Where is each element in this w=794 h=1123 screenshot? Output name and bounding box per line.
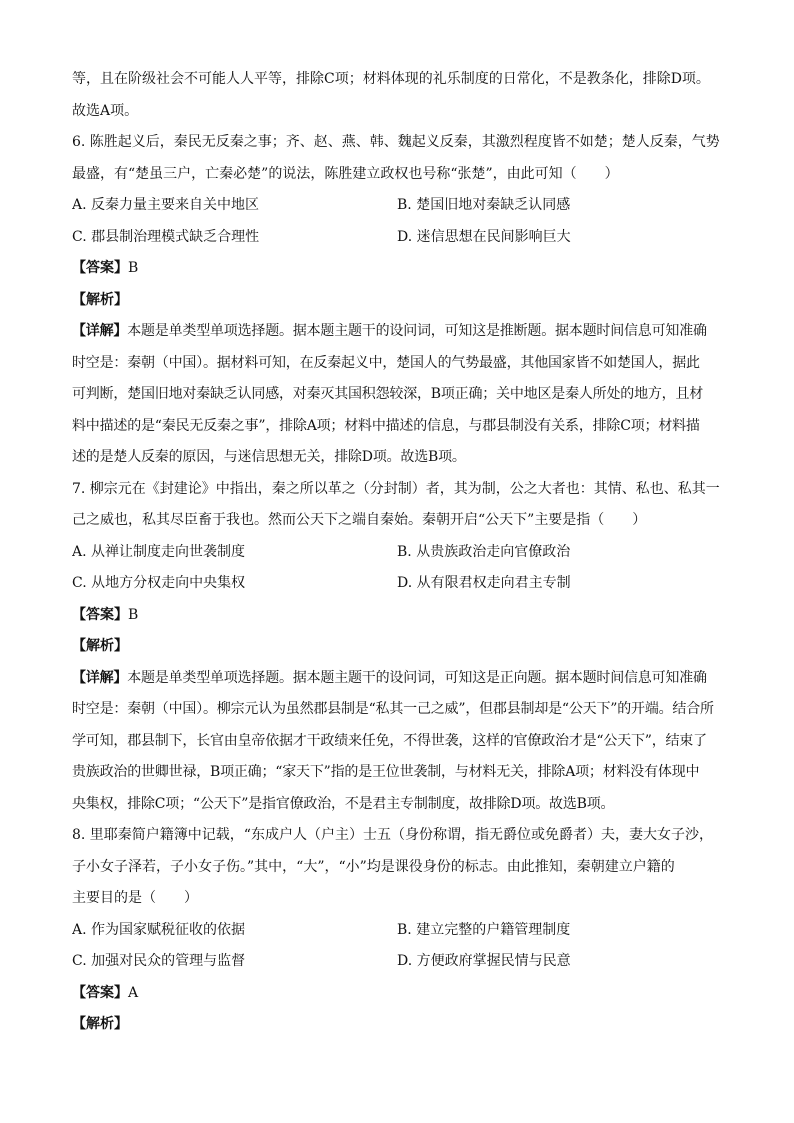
q6-option-b: B. 楚国旧地对秦缺乏认同感 xyxy=(397,197,571,213)
question-7 xyxy=(72,474,727,821)
q6-detail-line-3: 可判断，楚国旧地对秦缺乏认同感，对秦灭其国积怨较深，B项正确；关中地区是秦人所处的地方，且材 xyxy=(72,386,704,402)
q7-stem-line-2: 己之威也，私其尽臣畜于我也。然而公天下之端自秦始。秦朝开启“公天下”主要是指（ ） xyxy=(72,512,647,528)
q6-analysis xyxy=(72,285,727,317)
q7-detail-line-5: 央集权，排除C项；“公天下”是指官僚政治，不是君主专制制度，故排除D项。故选B项。 xyxy=(72,795,615,812)
q8-analysis-tag: 【解析】 xyxy=(72,1016,128,1032)
question-8 xyxy=(72,820,727,1041)
q7-answer xyxy=(72,600,727,632)
q6-stem-line-1: 6. 陈胜起义后，秦民无反秦之事；齐、赵、燕、韩、魏起义反秦，其激烈程度皆不如楚；楚人反秦，气势 xyxy=(72,134,720,150)
q7-option-b: B. 从贵族政治走向官僚政治 xyxy=(397,543,571,560)
q7-stem-line-1: 7. 柳宗元在《封建论》中指出，秦之所以革之（分封制）者，其为制，公之大者也：其情、私也、私其一 xyxy=(72,480,720,497)
q8-answer xyxy=(72,978,727,1010)
intro-line-1: 等，且在阶级社会不可能人人平等，排除C项；材料体现的礼乐制度的日常化，不是教条化，排除D项。 xyxy=(72,71,710,87)
q6-answer xyxy=(72,253,727,285)
q7-option-d: D. 从有限君权走向君主专制 xyxy=(397,575,571,591)
q6-option-c: C. 郡县制治理模式缺乏合理性 xyxy=(72,228,260,245)
q7-detail-line-2: 时空是：秦朝（中国）。柳宗元认为虽然郡县制是“私其一己之威”，但郡县制却是“公天下”的开端。结合所 xyxy=(72,701,714,717)
q7-answer-value: B xyxy=(128,606,139,623)
q6-options-row-2 xyxy=(72,222,727,254)
q8-option-c: C. 加强对民众的管理与监督 xyxy=(72,953,246,969)
q6-detail-line-4: 料中描述的是“秦民无反秦之事”，排除A项；材料中描述的信息，与郡县制没有关系，排除C项；材料描 xyxy=(72,417,700,434)
q7-detail-line-3: 学可知，郡县制下，长官由皇帝依据才干政绩来任免，不得世袭，这样的官僚政治才是“公天下”，结束了 xyxy=(72,732,707,749)
q8-analysis xyxy=(72,1009,727,1041)
document-page xyxy=(72,64,727,1041)
q7-detail-line-1 xyxy=(72,663,727,695)
intro-line-2: 故选A项。 xyxy=(72,102,139,119)
q8-answer-value: A xyxy=(128,984,139,1001)
q6-answer-value: B xyxy=(128,260,139,276)
q8-option-b: B. 建立完整的户籍管理制度 xyxy=(397,921,571,938)
q8-options-row-1 xyxy=(72,915,727,947)
q6-option-a: A. 反秦力量主要来自关中地区 xyxy=(72,197,260,213)
q7-analysis xyxy=(72,631,727,663)
q8-answer-tag: 【答案】 xyxy=(72,984,128,1001)
q6-options-row-1 xyxy=(72,190,727,222)
q7-analysis-tag: 【解析】 xyxy=(72,638,128,654)
q6-detail-line-1 xyxy=(72,316,727,348)
q7-option-c: C. 从地方分权走向中央集权 xyxy=(72,575,246,591)
q7-options-row-1 xyxy=(72,537,727,569)
q6-detail-text-1: 本题是单类型单项选择题。据本题主题干的设问词，可知这是推断题。据本题时间信息可知准确 xyxy=(127,323,707,339)
q6-analysis-tag: 【解析】 xyxy=(72,291,128,308)
q8-option-d: D. 方便政府掌握民情与民意 xyxy=(397,953,571,969)
q7-detail-text-1: 本题是单类型单项选择题。据本题主题干的设问词，可知这是正向题。据本题时间信息可知准确 xyxy=(127,669,707,686)
q7-detail-line-4: 贵族政治的世卿世禄，B项正确；“家天下”指的是王位世袭制，与材料无关，排除A项；材料没有体现中 xyxy=(72,764,700,780)
q7-options-row-2 xyxy=(72,568,727,600)
q7-answer-tag: 【答案】 xyxy=(72,606,128,623)
q6-stem-line-2: 最盛，有“楚虽三户，亡秦必楚”的说法，陈胜建立政权也号称“张楚”，由此可知（ ） xyxy=(72,165,619,182)
q7-option-a: A. 从禅让制度走向世袭制度 xyxy=(72,543,246,560)
q6-detail-line-5: 述的是楚人反秦的原因，与迷信思想无关，排除D项。故选B项。 xyxy=(72,449,466,465)
q6-detail-tag: 【详解】 xyxy=(72,323,128,339)
q8-stem-line-3: 主要目的是（ ） xyxy=(72,890,198,906)
q7-detail-tag: 【详解】 xyxy=(72,669,128,686)
q6-answer-tag: 【答案】 xyxy=(72,260,128,276)
q8-stem-line-1: 8. 里耶秦简户籍簿中记载，“东成户人（户主）士五（身份称谓，指无爵位或免爵者）夫，妻大女子沙， xyxy=(72,827,713,843)
q6-option-d: D. 迷信思想在民间影响巨大 xyxy=(397,228,571,245)
q6-detail-line-2: 时空是：秦朝（中国）。据材料可知，在反秦起义中，楚国人的气势最盛，其他国家皆不如楚国人，据此 xyxy=(72,354,700,371)
q8-stem-line-2: 子小女子泽若，子小女子伤。”其中，“大”，“小”均是课役身份的标志。由此推知，秦朝建立户籍的 xyxy=(72,858,675,875)
q8-option-a: A. 作为国家赋税征收的依据 xyxy=(72,921,246,938)
question-6 xyxy=(72,127,727,474)
q8-options-row-2 xyxy=(72,946,727,978)
